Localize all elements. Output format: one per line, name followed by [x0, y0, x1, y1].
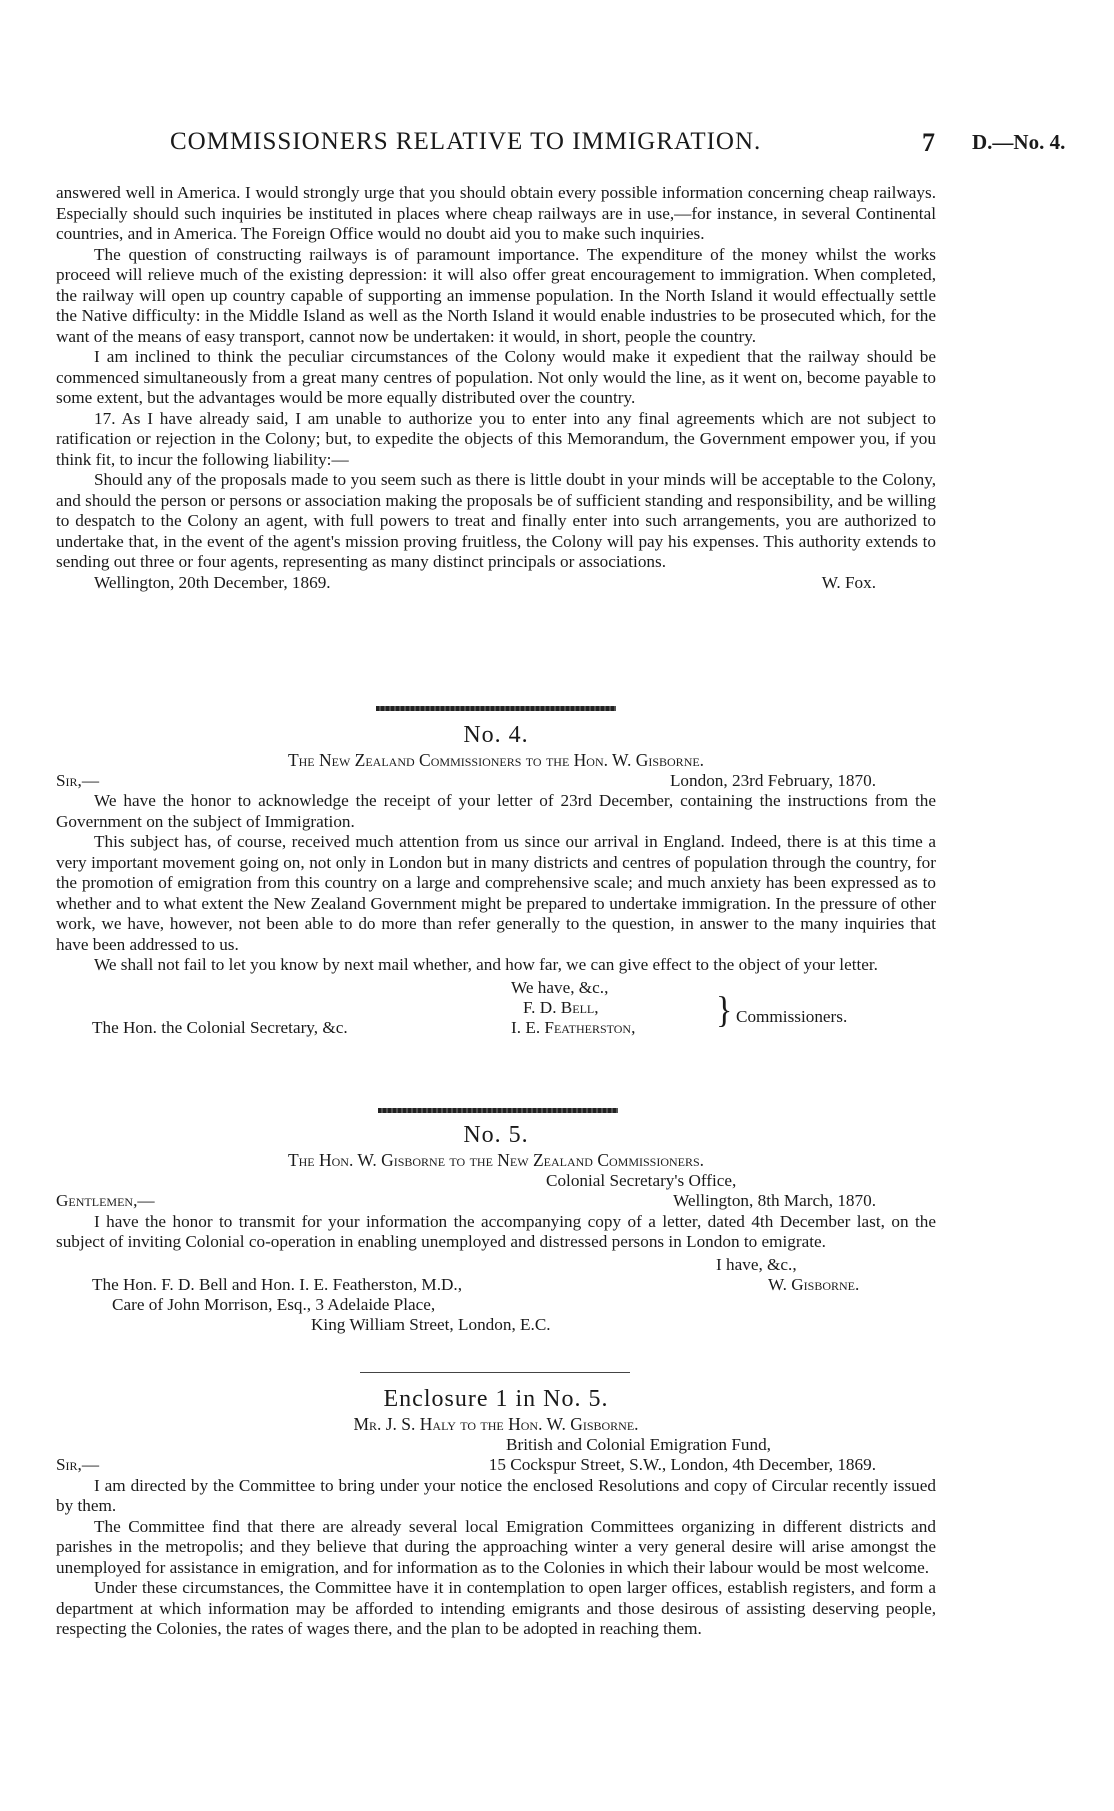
- section-divider: [378, 1108, 618, 1113]
- paragraph: We shall not fail to let you know by next mail whether, and how far, we can give effect to the object of your letter.: [94, 955, 878, 974]
- enclosure-letter: [56, 1384, 936, 1640]
- signature: W. Fox.: [821, 572, 876, 592]
- closing: I have, &c.,: [716, 1254, 797, 1274]
- paragraph: I am inclined to think the peculiar circumstances of the Colony would make it expedient that the railway should be commenced simultaneously from a great many centres of population. Not only would the line, as it went on, become payable to some extent, but the advantages would be more equally distributed over the country.: [56, 347, 936, 407]
- addressee: The Hon. the Colonial Secretary, &c.: [92, 1017, 348, 1037]
- letter-subheading: The Hon. W. Gisborne to the New Zealand Commissioners.: [287, 1150, 705, 1170]
- memorandum-continuation: [56, 183, 936, 593]
- signature: W. Gisborne.: [768, 1274, 860, 1294]
- section-heading: No. 4.: [463, 722, 529, 748]
- salutation: Sir,—: [56, 770, 100, 790]
- paragraph: I have the honor to transmit for your information the accompanying copy of a letter, dated 4th December last, on the subject of inviting Colonial co-operation in enabling unemployed and distressed persons in London to emigrate.: [56, 1211, 936, 1251]
- section-divider: [376, 706, 616, 711]
- sender-organisation: British and Colonial Emigration Fund,: [506, 1434, 771, 1454]
- section-heading: Enclosure 1 in No. 5.: [383, 1386, 609, 1412]
- signatory-role: Commissioners.: [736, 1006, 848, 1026]
- paragraph: The question of constructing railways is of paramount importance. The expenditure of the money whilst the works proceed will relieve much of the existing depression: it will also offer great encouragement to immigration. When completed, the railway will open up country capable of supporting an immense population. In the North Island it would effectually settle the Native difficulty: in the Middle Island as well as the North Island it would enable industries to be prosecuted which, for the want of the means of easy transport, cannot now be undertaken: it would, in short, people the country.: [56, 244, 936, 346]
- paragraph: The Committee find that there are already several local Emigration Committees organizing in different districts and parishes in the metropolis; and they believe that during the approaching winter a very general desire will arise amongst the unemployed for assistance in emigration, and for information as to the Colonies in which their labour would be most welcome.: [56, 1516, 936, 1577]
- paragraph: I am directed by the Committee to bring under your notice the enclosed Resolutions and copy of Circular recently issued by them.: [56, 1475, 936, 1515]
- paragraph: 17. As I have already said, I am unable to authorize you to enter into any final agreements which are not subject to ratification or rejection in the Colony; but, to expedite the objects of this Memorandum, the Government empower you, if you think fit, to incur the following liability:—: [56, 408, 936, 469]
- paragraph: This subject has, of course, received much attention from us since our arrival in England. Indeed, there is at this time a very important movement going on, not only in London but in many districts and centres of population through the country, for the promotion of emigration from this country on a large and comprehensive scale; and much anxiety has been expressed as to whether and to what extent the New Zealand Government might be prepared to undertake immigration. In the pressure of other work, we have, however, not been able to do more than refer generally to the question, in answer to the many inquiries that have been addressed to us.: [56, 832, 936, 954]
- page-number: 7: [922, 128, 935, 157]
- letter-no-5: [56, 1120, 936, 1335]
- sender-office: Colonial Secretary's Office,: [546, 1170, 737, 1190]
- signature-block: [56, 976, 936, 1042]
- running-title: COMMISSIONERS RELATIVE TO IMMIGRATION.: [170, 128, 762, 155]
- brace-icon: }: [716, 989, 733, 1031]
- paragraph: Should any of the proposals made to you seem such as there is little doubt in your minds will be acceptable to the Colony, and should the person or persons or association making the proposals be of sufficient standing and responsibility, and be willing to despatch to the Colony an agent, with full powers to treat and finally enter into such arrangements, you are authorized to undertake that, in the event of the agent's mission proving fruitless, the Colony will pay his expenses. This authority extends to sending out three or four agents, representing as many distinct principals or associations.: [56, 470, 936, 571]
- letter-no-4: [56, 720, 936, 1042]
- place-date: 15 Cockspur Street, S.W., London, 4th December, 1869.: [488, 1455, 876, 1474]
- signature-block: [56, 1253, 936, 1335]
- addressee-line: The Hon. F. D. Bell and Hon. I. E. Featherston, M.D.,: [92, 1274, 463, 1294]
- memorandum-signoff: [56, 573, 936, 594]
- addressee-line: Care of John Morrison, Esq., 3 Adelaide Place,: [112, 1294, 436, 1314]
- paragraph: answered well in America. I would strongly urge that you should obtain every possible information concerning cheap railways. Especially should such inquiries be instituted in places where cheap railways are in use,—for instance, in several Continental countries, and in America. The Foreign Office would no doubt aid you to make such inquiries.: [56, 183, 936, 243]
- salutation-row: [56, 1455, 936, 1476]
- salutation-row: [56, 1191, 936, 1212]
- document-reference: D.—No. 4.: [972, 130, 1066, 154]
- salutation: Gentlemen,—: [56, 1191, 155, 1210]
- letter-subheading: The New Zealand Commissioners to the Hon. W. Gisborne.: [287, 750, 705, 770]
- place-date: London, 23rd February, 1870.: [669, 770, 876, 790]
- salutation: Sir,—: [56, 1455, 100, 1474]
- paragraph: Under these circumstances, the Committee have it in contemplation to open larger offices, establish registers, and form a department at which information may be afforded to intending emigrants and those desirous of assisting deserving people, respecting the Colonies, the rates of wages there, and the plan to be adopted in reaching them.: [56, 1578, 936, 1638]
- addressee-line: King William Street, London, E.C.: [311, 1314, 551, 1334]
- place-date: Wellington, 8th March, 1870.: [673, 1191, 876, 1210]
- signatory: I. E. Featherston,: [511, 1017, 636, 1037]
- place-date: Wellington, 20th December, 1869.: [94, 572, 331, 592]
- section-divider: [360, 1372, 630, 1373]
- page-header: [0, 128, 1114, 168]
- section-heading: No. 5.: [463, 1122, 529, 1148]
- signatory: F. D. Bell,: [523, 997, 599, 1017]
- letter-subheading: Mr. J. S. Haly to the Hon. W. Gisborne.: [353, 1414, 639, 1434]
- salutation-row: [56, 771, 936, 792]
- closing: We have, &c.,: [511, 977, 609, 997]
- paragraph: We have the honor to acknowledge the receipt of your letter of 23rd December, containing the instructions from the Government on the subject of Immigration.: [56, 791, 936, 831]
